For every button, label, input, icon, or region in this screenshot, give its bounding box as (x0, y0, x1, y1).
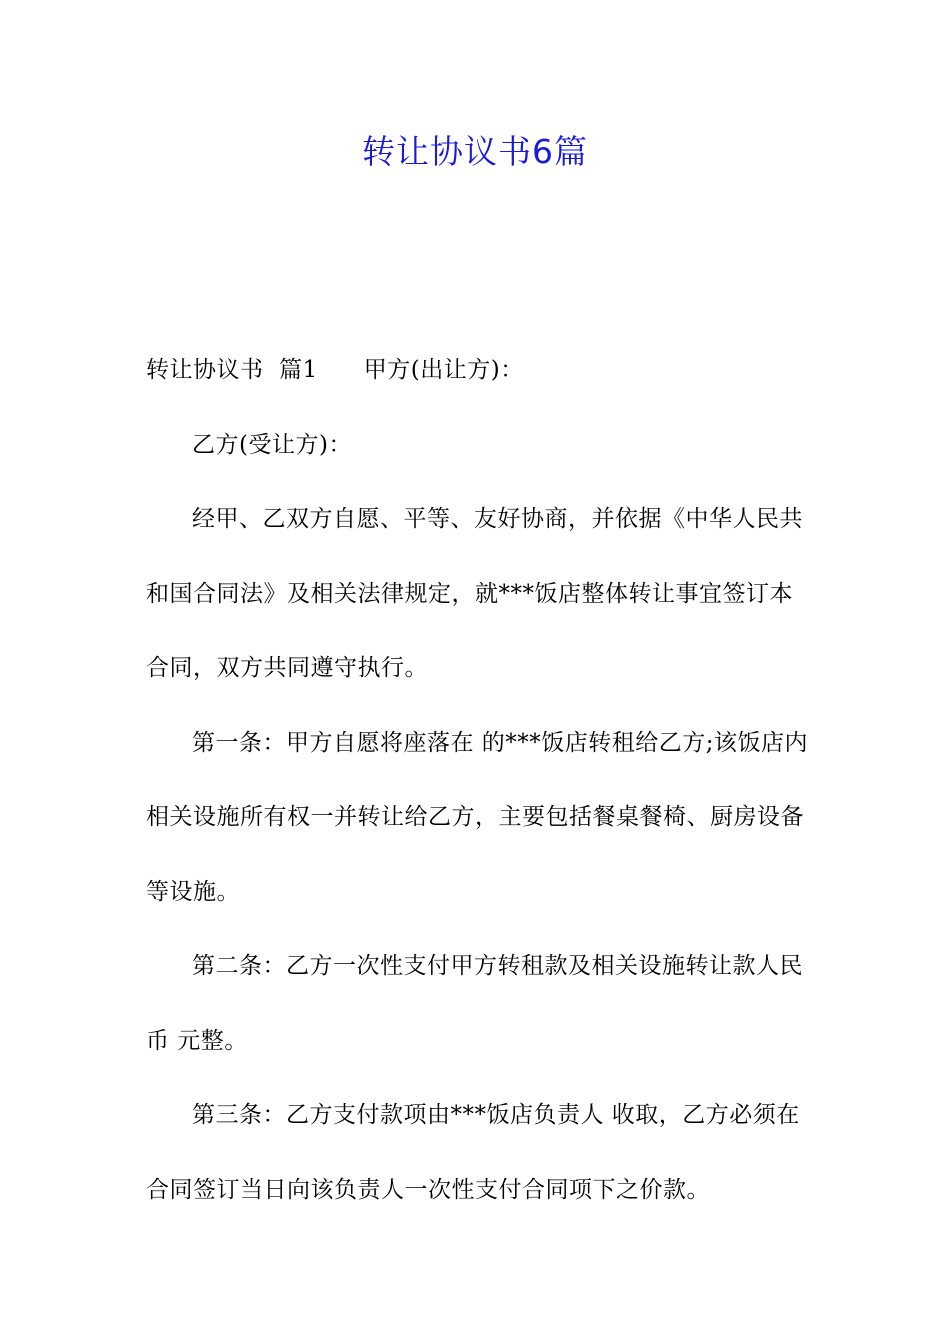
document-title: 转让协议书6篇 (362, 132, 588, 171)
section-label: 转让协议书 篇1 (146, 357, 318, 383)
party-a-label: 甲方(出让方)： (363, 357, 524, 383)
document-body (146, 333, 816, 1227)
paragraph-preamble: 经甲、乙双方自愿、平等、友好协商，并依据《中华人民共和国合同法》及相关法律规定，就***饭店整体转让事宜签订本合同，双方共同遵守执行。 (146, 506, 803, 681)
paragraph-article-1: 第一条：甲方自愿将座落在 的***饭店转租给乙方;该饭店内相关设施所有权一并转让给乙方，主要包括餐桌餐椅、厨房设备等设施。 (146, 729, 809, 905)
paragraph-article-2: 第二条：乙方一次性支付甲方转租款及相关设施转让款人民币 元整。 (146, 953, 803, 1054)
heading-line (146, 333, 816, 408)
paragraph-article-3: 第三条：乙方支付款项由***饭店负责人 收取，乙方必须在合同签订当日向该负责人一次性支付合同项下之价款。 (146, 1102, 800, 1203)
paragraph-party-b: 乙方(受让方)： (192, 431, 352, 458)
